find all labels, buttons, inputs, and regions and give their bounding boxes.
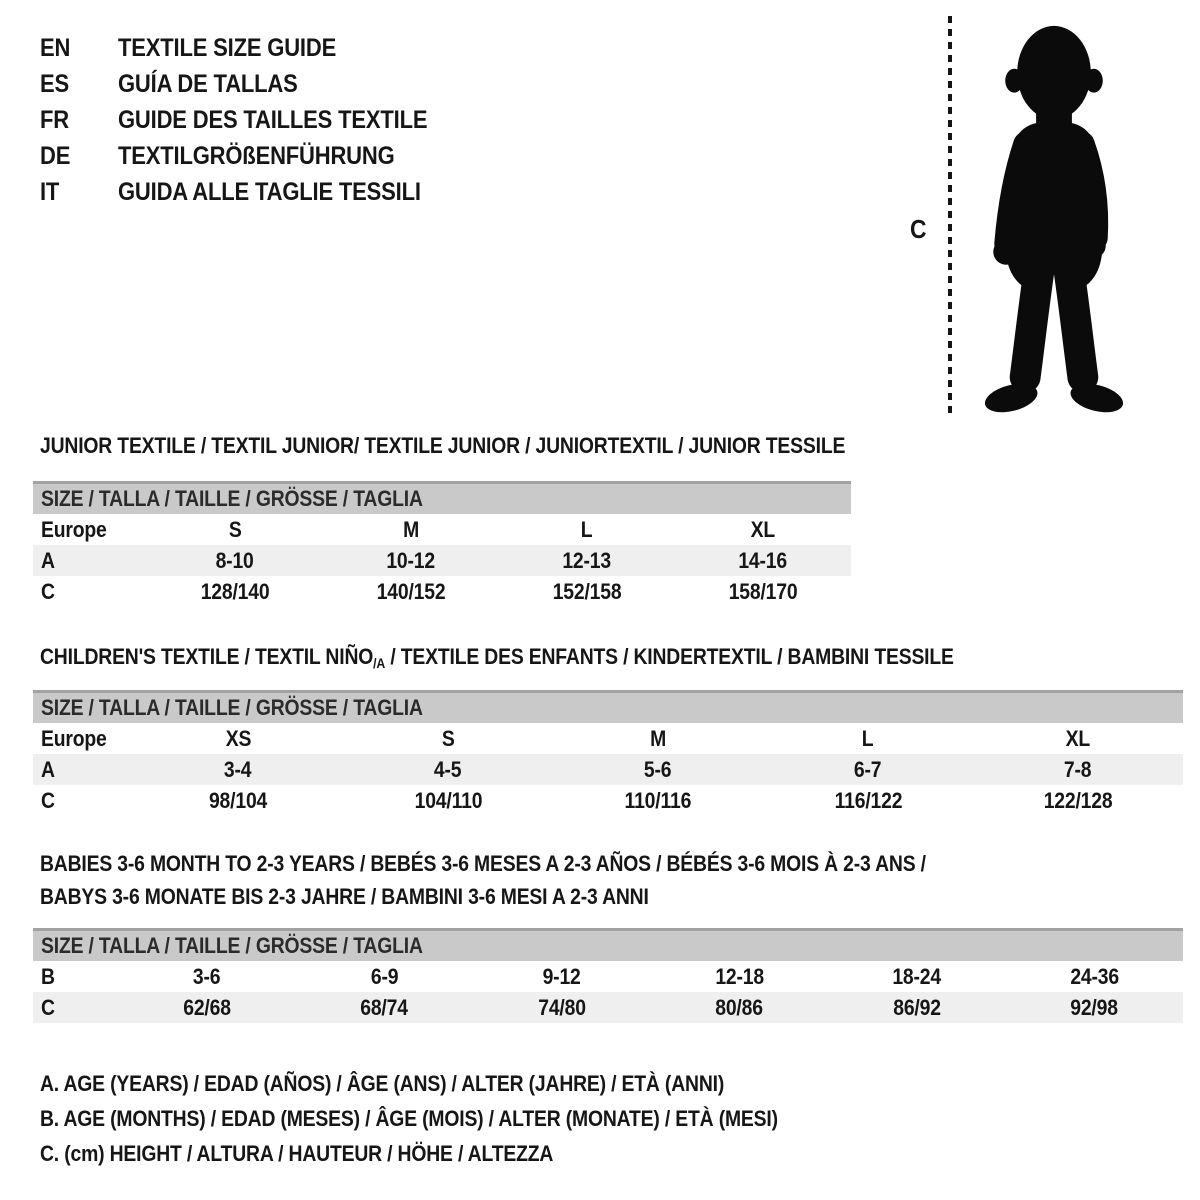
language-code: [40, 178, 118, 207]
language-label: [118, 70, 322, 99]
table-row: [33, 723, 1183, 754]
table-cell: 3-6: [193, 963, 221, 989]
height-measure-label-text: C: [910, 214, 927, 244]
table-cell: 128/140: [200, 578, 270, 604]
size-table-header: [33, 928, 1183, 961]
language-label: [118, 178, 462, 207]
table-cell: 8-10: [215, 547, 255, 573]
table-row: [33, 992, 1183, 1023]
table-cell: 86/92: [892, 994, 941, 1020]
table-cell: 92/98: [1070, 994, 1119, 1020]
table-cell: 6-9: [370, 963, 398, 989]
language-row: [40, 174, 470, 210]
language-code-text: FR: [40, 105, 69, 134]
babies-size-table: [33, 928, 1183, 1023]
language-row: [40, 102, 470, 138]
table-cell: 140/152: [376, 578, 446, 604]
row-label: B: [41, 963, 55, 989]
language-label-text: GUÍA DE TALLAS: [118, 69, 298, 98]
table-row: [33, 576, 851, 607]
row-label: C: [41, 787, 55, 813]
babies-section-title-line1-text: BABIES 3-6 MONTH TO 2-3 YEARS / BEBÉS 3-6 MESES A 2-3 AÑOS / BÉBÉS 3-6 MOIS À 2-3 ANS /: [40, 851, 926, 876]
table-cell: 12-13: [562, 547, 612, 573]
table-cell: 116/122: [834, 787, 902, 813]
junior-section-title: [40, 433, 955, 459]
language-title-list: [40, 30, 470, 210]
language-label: [118, 106, 470, 135]
table-row: [33, 545, 851, 576]
table-cell: M: [403, 516, 419, 542]
size-table-header: [33, 690, 1183, 723]
table-cell: 9-12: [542, 963, 581, 989]
children-size-table: [33, 690, 1183, 816]
language-code: [40, 34, 118, 63]
measurement-legend: [40, 1066, 878, 1171]
legend-line-c: C. (cm) HEIGHT / ALTURA / HAUTEUR / HÖHE / ALTEZZA: [40, 1140, 554, 1166]
table-cell: XL: [750, 516, 776, 542]
baby-silhouette-icon: [963, 13, 1145, 421]
table-cell: 5-6: [644, 756, 672, 782]
table-cell: 18-24: [892, 963, 942, 989]
table-row: [33, 961, 1183, 992]
table-cell: 80/86: [715, 994, 764, 1020]
babies-section-title-line2: [40, 884, 732, 910]
height-measure-label: [910, 214, 929, 245]
table-cell: 6-7: [854, 756, 882, 782]
size-table-header: [33, 481, 851, 514]
language-label: [118, 142, 432, 171]
language-code-text: ES: [40, 69, 69, 98]
table-cell: 14-16: [738, 547, 788, 573]
size-table-header-text: SIZE / TALLA / TAILLE / GRÖSSE / TAGLIA: [41, 695, 423, 720]
legend-line-a: A. AGE (YEARS) / EDAD (AÑOS) / ÂGE (ANS) / ALTER (JAHRE) / ETÀ (ANNI): [40, 1070, 725, 1096]
table-cell: 7-8: [1064, 756, 1092, 782]
row-label: Europe: [41, 516, 107, 542]
row-label: A: [41, 547, 55, 573]
language-label-text: TEXTILE SIZE GUIDE: [118, 33, 337, 62]
table-cell: 104/110: [414, 787, 482, 813]
table-cell: 3-4: [224, 756, 252, 782]
table-cell: 68/74: [360, 994, 409, 1020]
table-row: [33, 514, 851, 545]
children-section-title: [40, 644, 1078, 676]
table-cell: 122/128: [1043, 787, 1113, 813]
language-code: [40, 70, 118, 99]
table-cell: L: [862, 725, 874, 751]
table-row: [33, 785, 1183, 816]
table-cell: 98/104: [208, 787, 268, 813]
table-cell: S: [441, 725, 455, 751]
table-cell: S: [228, 516, 242, 542]
language-row: [40, 66, 470, 102]
children-section-title-text: CHILDREN'S TEXTILE / TEXTIL $NIÑO_{/A}$ / TEXTILE DES ENFANTS / KINDERTEXTIL / BAMBINI TESSILE: [40, 644, 954, 671]
language-code-text: EN: [40, 33, 71, 62]
row-label: C: [41, 578, 55, 604]
table-cell: 158/170: [728, 578, 798, 604]
height-measure-dashed-line: [948, 16, 952, 416]
size-table-header-text: SIZE / TALLA / TAILLE / GRÖSSE / TAGLIA: [41, 486, 423, 511]
row-label: A: [41, 756, 55, 782]
language-code-text: IT: [40, 177, 60, 206]
size-table-header-text: SIZE / TALLA / TAILLE / GRÖSSE / TAGLIA: [41, 933, 423, 958]
table-cell: 62/68: [182, 994, 231, 1020]
table-cell: 152/158: [552, 578, 622, 604]
language-code-text: DE: [40, 141, 71, 170]
table-cell: L: [581, 516, 593, 542]
table-cell: XL: [1065, 725, 1091, 751]
table-cell: M: [650, 725, 666, 751]
language-row: [40, 30, 470, 66]
table-cell: XS: [225, 725, 251, 751]
table-cell: 24-36: [1069, 963, 1119, 989]
junior-section-title-text: JUNIOR TEXTILE / TEXTIL JUNIOR/ TEXTILE JUNIOR / JUNIORTEXTIL / JUNIOR TESSILE: [40, 433, 846, 458]
babies-section-title-line2-text: BABYS 3-6 MONATE BIS 2-3 JAHRE / BAMBINI 3-6 MESI A 2-3 ANNI: [40, 884, 649, 909]
language-label-text: GUIDE DES TAILLES TEXTILE: [118, 105, 428, 134]
row-label: Europe: [41, 725, 107, 751]
language-row: [40, 138, 470, 174]
junior-size-table: [33, 481, 851, 607]
language-code: [40, 142, 118, 171]
language-label: [118, 34, 366, 63]
language-code: [40, 106, 118, 135]
language-label-text: TEXTILGRÖßENFÜHRUNG: [118, 141, 395, 170]
table-row: [33, 754, 1183, 785]
table-cell: 4-5: [434, 756, 462, 782]
table-cell: 12-18: [714, 963, 764, 989]
row-label: C: [41, 994, 55, 1020]
language-label-text: GUIDA ALLE TAGLIE TESSILI: [118, 177, 421, 206]
table-cell: 110/116: [624, 787, 692, 813]
legend-line-b: B. AGE (MONTHS) / EDAD (MESES) / ÂGE (MOIS) / ALTER (MONATE) / ETÀ (MESI): [40, 1105, 778, 1131]
table-cell: 74/80: [537, 994, 586, 1020]
table-cell: 10-12: [386, 547, 436, 573]
babies-section-title-line1: [40, 851, 1047, 877]
